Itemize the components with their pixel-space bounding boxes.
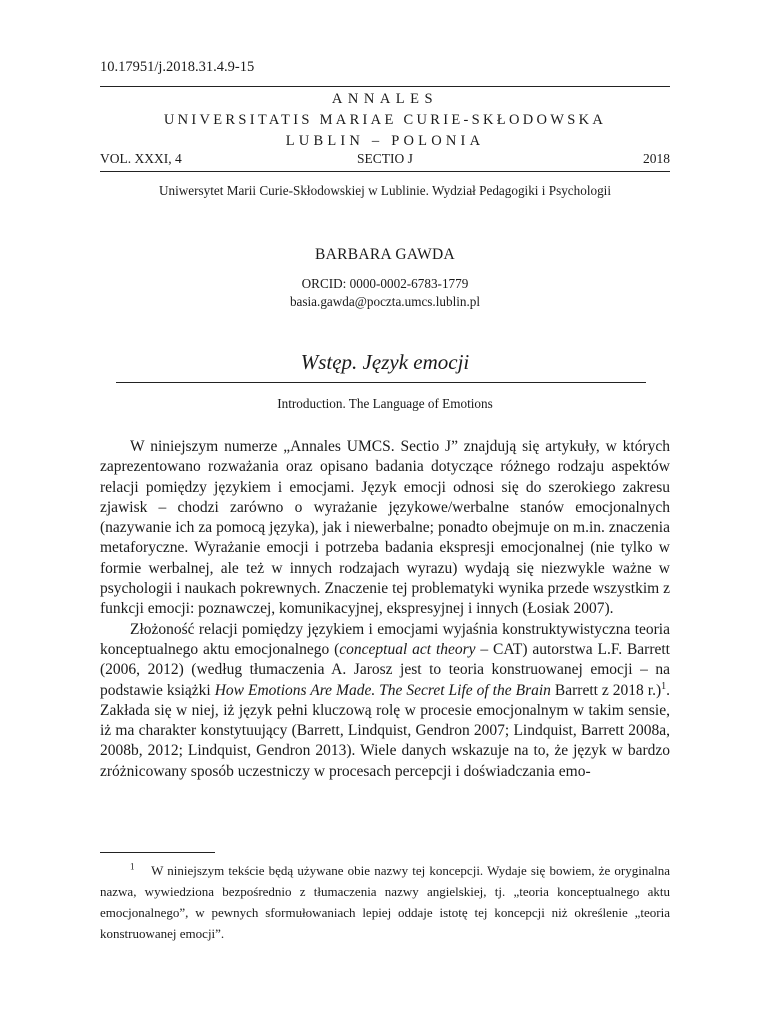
journal-masthead	[100, 89, 670, 152]
paragraph-2-italic-a: conceptual act theory	[339, 640, 476, 658]
paragraph-1: W niniejszym numerze „Annales UMCS. Sectio J” znajdują się artykuły, w których zaprezentowano rozważania oraz opisano badania dotyczące różnego rodzaju aspektów relacji pomiędzy językiem i emocjami. Język emocji odnosi się do szerokiego zakresu zjawisk – chodzi zarówno o wyrażanie językowe/werbalne stanów emocjonalnych (nazywanie ich za pomocą języka), jak i niewerbalne; ponadto obejmuje on m.in. znaczenia metaforyczne. Wyrażanie emocji i potrzeba badania ekspresji emocjonalnej (nie tylko w formie werbalnej, ale też w innych rodzajach wyrazu) wydają się niezwykle ważne w psychologii i naukach pokrewnych. Znaczenie tej problematyki wynika przede wszystkim z funkcji emocji: poznawczej, komunikacyjnej, ekspresyjnej i innych (Łosiak 2007).	[100, 438, 670, 618]
footnote-reference[interactable]: 1	[661, 680, 667, 692]
footnote-marker: 1	[130, 861, 135, 872]
author-name: BARBARA GAWDA	[314, 246, 456, 263]
paragraph-2-italic-b: How Emotions Are Made. The Secret Life of the Brain	[214, 681, 551, 699]
paragraph-2-text-b: – CAT) autorstwa L.F. Barrett (2006, 2012) (według tłumaczenia A. Jarosz jest to teoria konstruowanej emocji – na podstawie książki	[100, 640, 670, 699]
paragraph-2	[100, 620, 670, 782]
paragraph-2-text-a: Złożoność relacji pomiędzy językiem i emocjami wyjaśnia konstruktywistyczna teoria konceptualnego aktu emocjonalnego (	[100, 620, 670, 658]
paragraph-2-text-c: Barrett z 2018 r.)	[550, 681, 662, 699]
header-rule	[100, 86, 670, 87]
year: 2018	[643, 151, 670, 166]
author-email: basia.gawda@poczta.umcs.lublin.pl	[289, 294, 481, 309]
article-title: Wstęp. Język emocji	[300, 350, 470, 374]
author-orcid: ORCID: 0000-0002-6783-1779	[301, 276, 469, 291]
doi: 10.17951/j.2018.31.4.9-15	[100, 59, 255, 75]
article-body	[100, 437, 670, 782]
paragraph-2-text-d: . Zakłada się w niej, iż język pełni kluczową rolę w procesie emocjonalnym w takim sensie, iż ma charakter konstytuujący (Barrett, Lindquist, Gendron 2007; Lindquist, Barrett 2008a, 2008b, 2012; Lindquist, Gendron 2013). Wiele danych wskazuje na to, że język w bardzo zróżnicowany sposób uczestniczy w procesach percepcji i doświadczania emo-	[100, 681, 670, 780]
journal-name-line3: LUBLIN – POLONIA	[285, 133, 485, 149]
journal-name-line1: ANNALES	[331, 91, 439, 107]
volume-row	[100, 151, 670, 169]
footnote-text: W niniejszym tekście będą używane obie nazwy tej koncepcji. Wydaje się bowiem, że oryginalna nazwa, wywiedziona bezpośrednio z tłumaczenia nazwy angielskiej, tj. „teoria konceptualnego aktu emocjonalnego”, w pewnych sformułowaniach lepiej oddaje istotę tej koncepcji niż określenie „teoria konstruowanej emocji”.	[100, 863, 670, 941]
article-subtitle: Introduction. The Language of Emotions	[277, 396, 493, 411]
volume-rule	[100, 171, 670, 172]
journal-name-line2: UNIVERSITATIS MARIAE CURIE-SKŁODOWSKA	[163, 112, 607, 128]
volume: VOL. XXXI, 4	[100, 151, 182, 166]
affiliation: Uniwersytet Marii Curie-Skłodowskiej w Lublinie. Wydział Pedagogiki i Psychologii	[158, 183, 612, 198]
section: SECTIO J	[357, 151, 413, 166]
footnote	[100, 860, 670, 944]
footnote-rule	[100, 852, 215, 853]
title-rule	[116, 382, 646, 383]
